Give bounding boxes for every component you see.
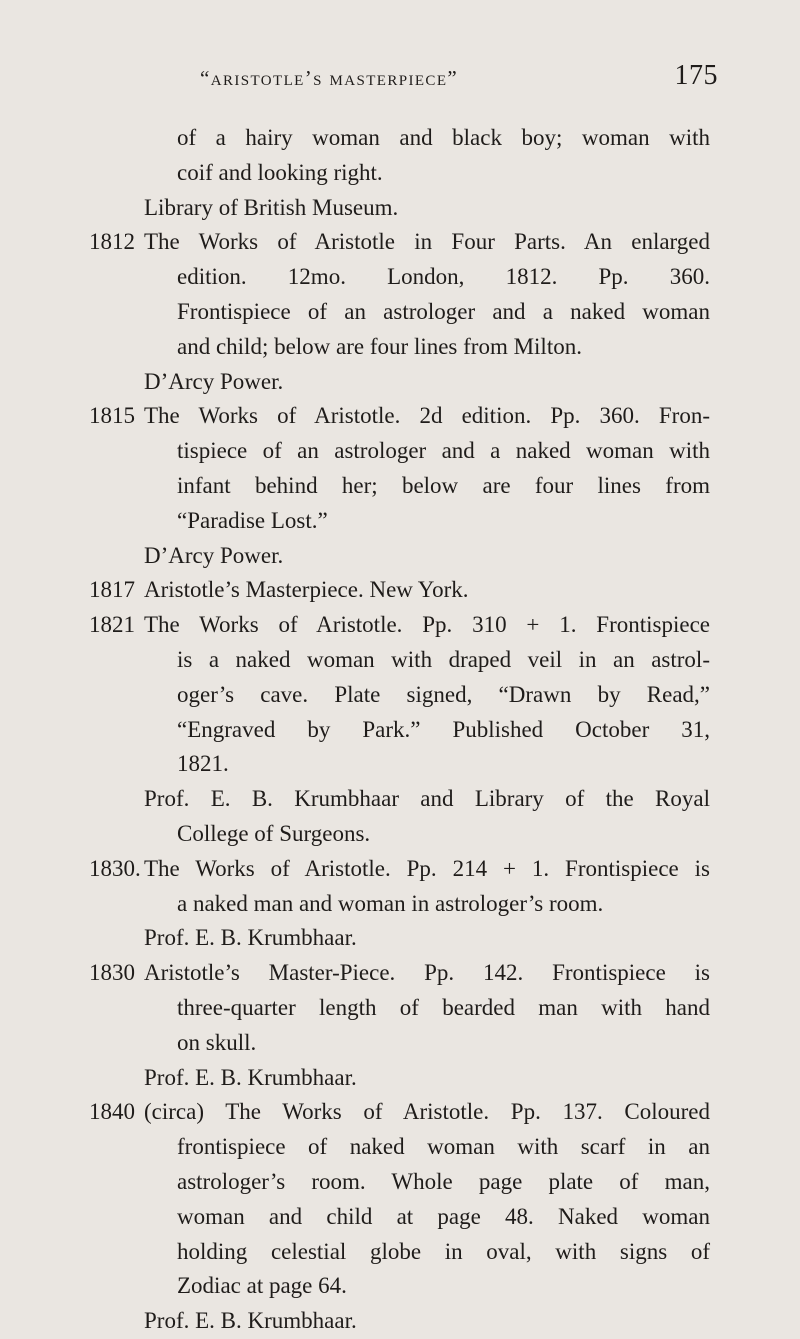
page-number: 175 bbox=[674, 60, 718, 91]
continuation-line bbox=[0, 991, 800, 1026]
continuation-line bbox=[0, 747, 800, 782]
line-text: Aristotle’s Masterpiece. New York. bbox=[144, 577, 469, 603]
line-text: oger’s cave. Plate signed, “Drawn by Read,” bbox=[177, 681, 710, 707]
entry-year: 1830 bbox=[89, 960, 135, 986]
source-line bbox=[0, 365, 800, 400]
source-line bbox=[0, 782, 800, 817]
source-line bbox=[0, 1304, 800, 1339]
line-text: coif and looking right. bbox=[177, 159, 383, 185]
continuation-line bbox=[0, 469, 800, 504]
entry-line bbox=[0, 573, 800, 608]
entry-year: 1812 bbox=[89, 229, 135, 255]
entry-line bbox=[0, 225, 800, 260]
line-text: Aristotle’s Master-Piece. Pp. 142. Frontispiece is bbox=[144, 960, 710, 986]
entry-year: 1830. bbox=[89, 855, 141, 881]
line-text: “Paradise Lost.” bbox=[177, 507, 328, 533]
source-line bbox=[0, 539, 800, 574]
line-text: three-quarter length of bearded man with hand bbox=[177, 994, 710, 1020]
continuation-line bbox=[0, 713, 800, 748]
continuation-line bbox=[0, 678, 800, 713]
line-text: Library of British Museum. bbox=[144, 194, 399, 220]
line-text: “Engraved by Park.” Published October 31, bbox=[177, 716, 710, 742]
line-text: The Works of Aristotle in Four Parts. An enlarged bbox=[144, 229, 710, 255]
entry-line bbox=[0, 1095, 800, 1130]
line-text: The Works of Aristotle. Pp. 310 + 1. Frontispiece bbox=[144, 612, 710, 638]
line-text: Prof. E. B. Krumbhaar. bbox=[144, 1064, 357, 1090]
line-text: frontispiece of naked woman with scarf in an bbox=[177, 1134, 710, 1160]
source-line bbox=[0, 1061, 800, 1096]
continuation-line bbox=[0, 295, 800, 330]
line-text: Prof. E. B. Krumbhaar. bbox=[144, 1308, 357, 1334]
bibliography-text bbox=[0, 121, 800, 1339]
source-line bbox=[0, 191, 800, 226]
entry-year: 1840 bbox=[89, 1099, 135, 1125]
entry-line bbox=[0, 608, 800, 643]
continuation-line bbox=[0, 1235, 800, 1270]
line-text: astrologer’s room. Whole page plate of man, bbox=[177, 1168, 710, 1194]
line-text: The Works of Aristotle. Pp. 214 + 1. Frontispiece is bbox=[144, 855, 710, 881]
line-text: Prof. E. B. Krumbhaar. bbox=[144, 925, 357, 951]
line-text: Frontispiece of an astrologer and a naked woman bbox=[177, 298, 710, 324]
line-text: of a hairy woman and black boy; woman with bbox=[177, 125, 710, 150]
entry-year: 1815 bbox=[89, 403, 135, 429]
line-text: tispiece of an astrologer and a naked woman with bbox=[177, 438, 710, 464]
continuation-line bbox=[0, 156, 800, 191]
line-text: and child; below are four lines from Milton. bbox=[177, 333, 582, 359]
entry-year: 1821 bbox=[89, 612, 135, 638]
continuation-line bbox=[0, 1165, 800, 1200]
line-text: (circa) The Works of Aristotle. Pp. 137. Coloured bbox=[144, 1099, 710, 1125]
line-text: 1821. bbox=[177, 751, 229, 777]
continuation-line bbox=[0, 643, 800, 678]
line-text: infant behind her; below are four lines from bbox=[177, 472, 710, 498]
continuation-line bbox=[0, 1026, 800, 1061]
entry-line bbox=[0, 956, 800, 991]
continuation-line bbox=[0, 121, 800, 156]
line-text: holding celestial globe in oval, with signs of bbox=[177, 1238, 710, 1264]
running-title: “aristotle’s masterpiece” bbox=[200, 66, 459, 90]
continuation-line bbox=[0, 330, 800, 365]
line-text: College of Surgeons. bbox=[177, 820, 371, 846]
entry-year: 1817 bbox=[89, 577, 135, 603]
continuation-line bbox=[0, 434, 800, 469]
continuation-line bbox=[0, 1130, 800, 1165]
source-line bbox=[0, 921, 800, 956]
continuation-line bbox=[0, 1200, 800, 1235]
continuation-line bbox=[0, 504, 800, 539]
line-text: D’Arcy Power. bbox=[144, 368, 284, 394]
continuation-line bbox=[0, 887, 800, 922]
line-text: The Works of Aristotle. 2d edition. Pp. 360. Fron- bbox=[144, 403, 710, 429]
line-text: Prof. E. B. Krumbhaar and Library of the Royal bbox=[144, 786, 710, 812]
line-text: Zodiac at page 64. bbox=[177, 1273, 347, 1299]
line-text: a naked man and woman in astrologer’s room. bbox=[177, 890, 604, 916]
line-text: woman and child at page 48. Naked woman bbox=[177, 1203, 710, 1229]
continuation-line bbox=[0, 1269, 800, 1304]
line-text: on skull. bbox=[177, 1029, 257, 1055]
line-text: D’Arcy Power. bbox=[144, 542, 284, 568]
continuation-line bbox=[0, 817, 800, 852]
line-text: is a naked woman with draped veil in an astrol- bbox=[177, 646, 710, 672]
continuation-line bbox=[0, 260, 800, 295]
running-head bbox=[200, 60, 718, 100]
entry-line bbox=[0, 399, 800, 434]
line-text: edition. 12mo. London, 1812. Pp. 360. bbox=[177, 264, 710, 290]
entry-line bbox=[0, 852, 800, 887]
